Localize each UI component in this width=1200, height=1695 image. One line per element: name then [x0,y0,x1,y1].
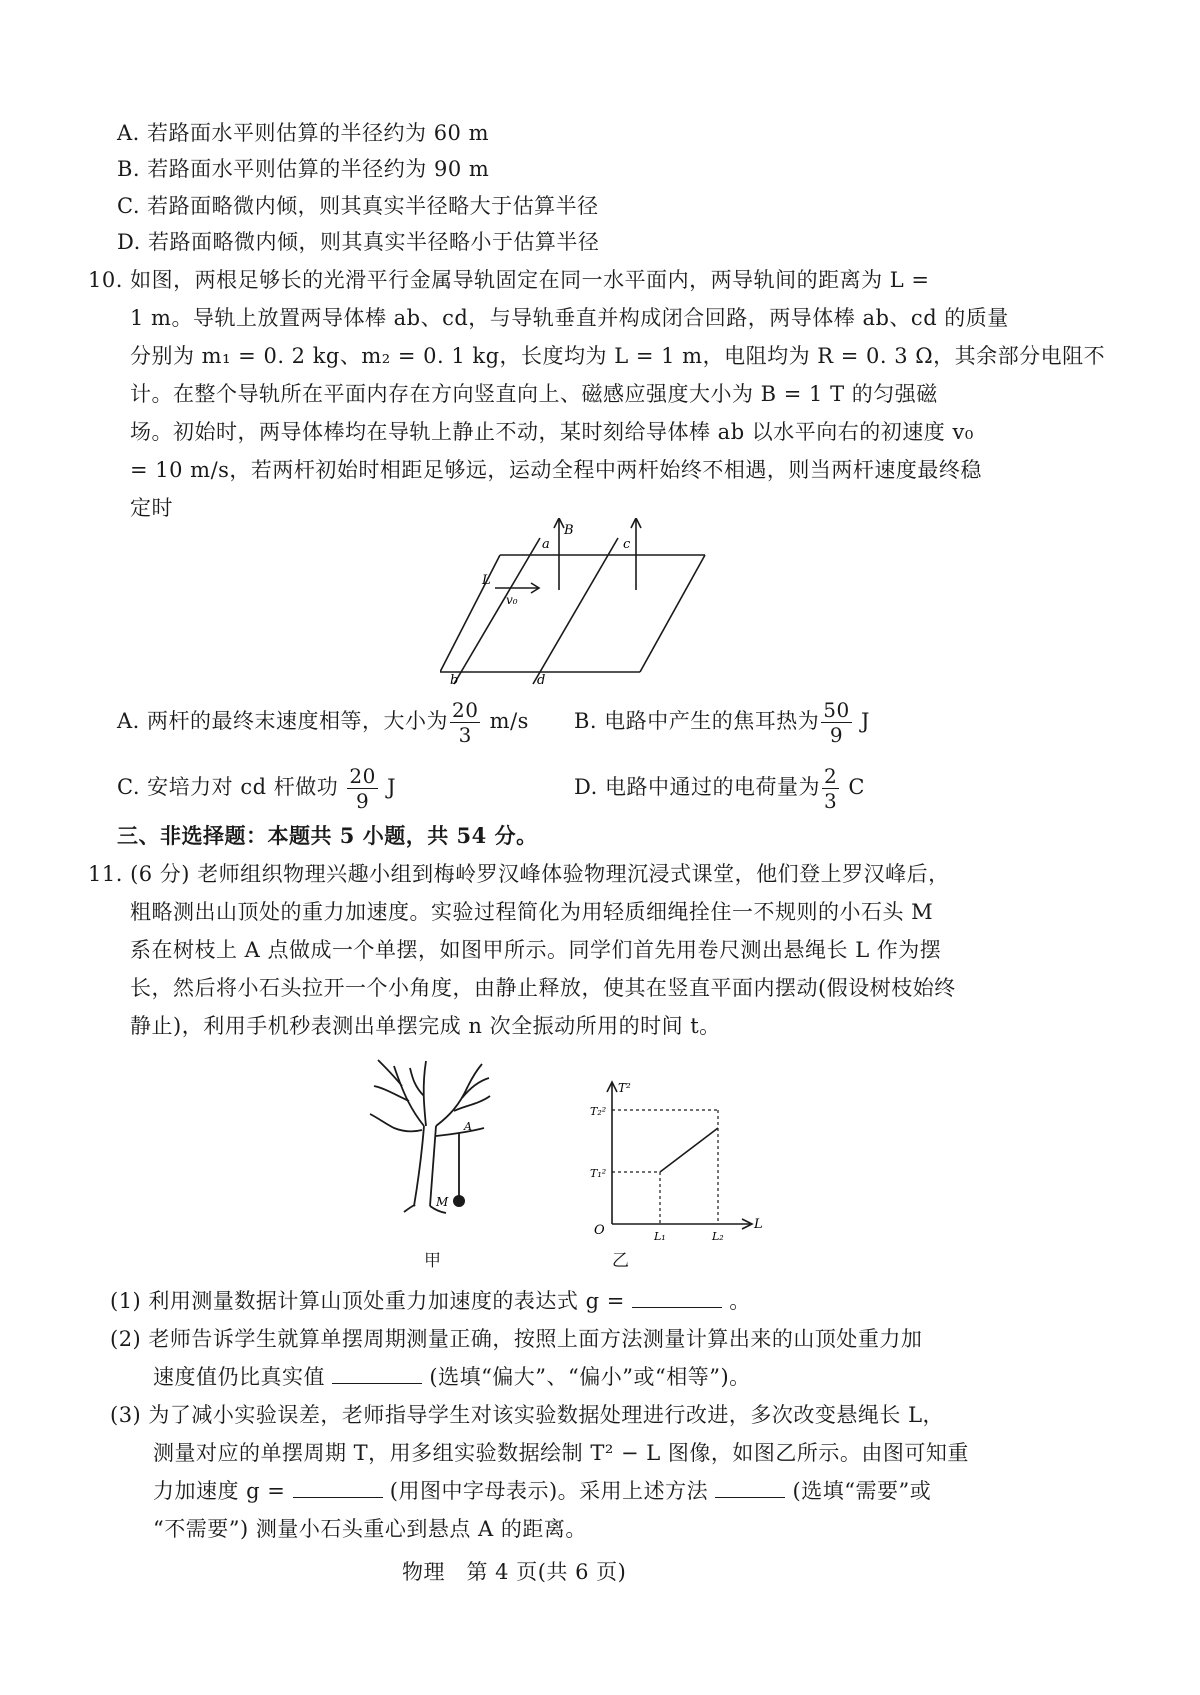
q10-line-4: 计。在整个导轨所在平面内存在方向竖直向上、磁感应强度大小为 B = 1 T 的匀强磁 [130,382,938,406]
page-footer: 物理 第 4 页(共 6 页) [402,1560,627,1584]
q11-line-3: 系在树枝上 A 点做成一个单摆，如图甲所示。同学们首先用卷尺测出悬绳长 L 作为摆 [130,938,942,962]
unit: C [848,775,865,799]
q10-option-a [117,700,529,745]
q11-sub-1 [110,1285,751,1315]
graph-origin: O [594,1223,605,1238]
q10-option-c [117,766,396,811]
q10-line-3: 分别为 m₁ = 0. 2 kg、m₂ = 0. 1 kg，长度均为 L = 1 m，电阻均为 R = 0. 3 Ω，其余部分电阻不 [130,344,1106,368]
q10-option-d-text: D. 电路中通过的电荷量为 [574,775,820,799]
tree-pendulum-figure [364,1056,534,1241]
q11-line-4: 长，然后将小石头拉开一个小角度，由静止释放，使其在竖直平面内摆动(假设树枝始终 [130,976,956,1000]
graph-t1-label: T₁² [590,1167,607,1180]
graph-l2-label: L₂ [712,1230,724,1243]
label-d: d [537,673,546,688]
q9-option-d: D. 若路面略微内倾，则其真实半径略小于估算半径 [117,230,600,254]
q11-line-2: 粗略测出山顶处的重力加速度。实验过程简化为用轻质细绳拴住一不规则的小石头 M [130,900,934,924]
q11-sub-3-line-2: 测量对应的单摆周期 T，用多组实验数据绘制 T² − L 图像，如图乙所示。由图可知重 [153,1441,969,1465]
label-c: c [623,537,631,552]
section-3-title: 三、非选择题：本题共 5 小题，共 54 分。 [117,823,538,848]
q10-line-2: 1 m。导轨上放置两导体棒 ab、cd，与导轨垂直并构成闭合回路，两导体棒 ab、cd 的质量 [130,306,1009,330]
fraction: $\frac{50}{9}$ [823,698,850,747]
q10-option-b [574,700,870,745]
q9-option-a: A. 若路面水平则估算的半径约为 60 m [117,121,490,145]
q11-line-5: 静止)，利用手机秒表测出单摆完成 n 次全振动所用的时间 t。 [130,1014,721,1038]
q9-option-c: C. 若路面略微内倾，则其真实半径略大于估算半径 [117,194,599,218]
q10-line-5: 场。初始时，两导体棒均在导轨上静止不动，某时刻给导体棒 ab 以水平向右的初速度 v₀ [130,420,974,444]
stone-mass [453,1195,465,1207]
answer-blank[interactable] [332,1365,422,1384]
figure-label-jia: 甲 [424,1251,442,1271]
q11-sub-3-line-4: “不需要”) 测量小石头重心到悬点 A 的距离。 [153,1517,587,1541]
q11-sub-3-line-3 [153,1475,931,1505]
graph-t2-label: T₂² [590,1105,607,1118]
tree-label-A: A [464,1120,472,1133]
figure-label-yi: 乙 [612,1251,630,1271]
q11-line-1: 11. (6 分) 老师组织物理兴趣小组到梅岭罗汉峰体验物理沉浸式课堂，他们登上罗汉峰后， [88,862,950,886]
label-L: L [482,573,491,588]
fraction: $\frac{20}{3}$ [452,698,479,747]
fraction: $\frac{20}{9}$ [349,764,376,813]
rail-figure [440,518,720,688]
q11-sub-1-text: (1) 利用测量数据计算山顶处重力加速度的表达式 g = [110,1289,625,1313]
unit: J [860,709,870,733]
graph-l1-label: L₁ [654,1230,666,1243]
q11-sub-3-text-c: (选填“需要”或 [792,1479,932,1503]
q10-line-6: = 10 m/s，若两杆初始时相距足够远，运动全程中两杆始终不相遇，则当两杆速度最终稳 [130,458,982,482]
q11-sub-2-choices: (选填“偏大”、“偏小”或“相等”)。 [429,1365,751,1389]
q11-sub-2-line-2 [153,1361,751,1391]
q10-line-1: 10. 如图，两根足够长的光滑平行金属导轨固定在同一水平面内，两导轨间的距离为 L = [88,268,930,292]
unit: J [387,775,396,799]
label-a: a [542,537,550,552]
label-B: B [564,523,574,538]
tree-label-M: M [436,1195,449,1209]
q11-sub-2-text: 速度值仍比真实值 [153,1365,325,1389]
t2-l-graph [590,1074,770,1244]
q10-option-a-text: A. 两杆的最终末速度相等，大小为 [117,709,449,733]
graph-y-label: T² [618,1081,631,1095]
graph-x-label: L [754,1217,763,1232]
answer-blank[interactable] [632,1289,722,1308]
q11-sub-3-line-1: (3) 为了减小实验误差，老师指导学生对该实验数据处理进行改进，多次改变悬绳长 L， [110,1403,945,1427]
label-v0: v₀ [506,593,518,607]
q10-line-7: 定时 [130,496,173,520]
answer-blank[interactable] [293,1479,383,1498]
answer-blank[interactable] [715,1479,785,1498]
unit: m/s [489,709,529,733]
q10-option-b-text: B. 电路中产生的焦耳热为 [574,709,820,733]
q11-sub-2-line-1: (2) 老师告诉学生就算单摆周期测量正确，按照上面方法测量计算出来的山顶处重力加 [110,1327,923,1351]
q10-option-c-text: C. 安培力对 cd 杆做功 [117,775,339,799]
fraction: $\frac{2}{3}$ [823,764,838,813]
label-b: b [450,673,459,688]
q9-option-b: B. 若路面水平则估算的半径约为 90 m [117,157,490,181]
q10-option-d [574,766,865,811]
q11-sub-1-end: 。 [729,1289,751,1313]
q11-sub-3-text-a: 力加速度 g = [153,1479,286,1503]
q11-sub-3-text-b: (用图中字母表示)。采用上述方法 [389,1479,709,1503]
